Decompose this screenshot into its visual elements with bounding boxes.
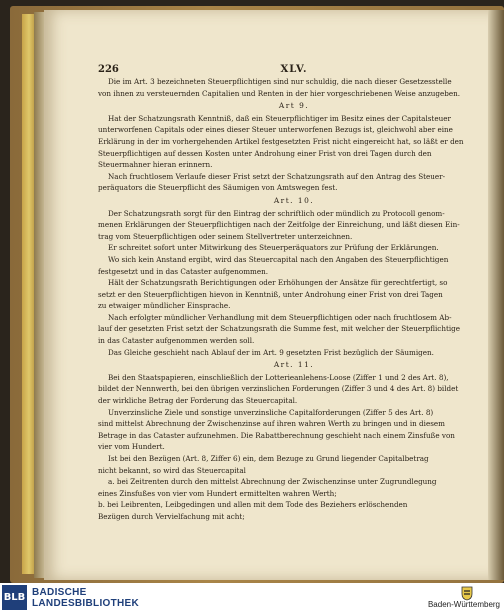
text-line: Die im Art. 3 bezeichneten Steuerpflichtigen sind nur schuldig, die nach dieser Gesetzesstelle	[108, 77, 452, 86]
text-line: Steuermahner hieran erinnern.	[98, 160, 213, 170]
text-line: bildet der Nennwerth, bei den übrigen verzinslichen Forderungen (Ziffer 3 und 4 des Art. 8) bildet	[98, 384, 459, 394]
article-heading: Art. 11.	[273, 360, 315, 370]
text-line: Erklärung in der im vorhergehenden Artikel festgesetzten Frist nicht eingereicht hat, so läßt er den	[98, 136, 464, 146]
text-line: Der Schatzungsrath sorgt für den Eintrag der schriftlich oder mündlich zu Protocoll genom-	[108, 208, 445, 218]
running-title: XLV.	[280, 64, 308, 75]
text-line: festgesetzt und in das Cataster aufgenommen.	[98, 266, 269, 276]
article-heading: Art. 10.	[273, 195, 315, 205]
text-line: nicht bekannt, so wird das Steuercapital	[98, 465, 246, 475]
text-line: Er schreitet sofort unter Mitwirkung des Steuerperäquators zur Prüfung der Erklärungen.	[108, 243, 439, 253]
library-name-line2: LANDESBIBLIOTHEK	[32, 598, 140, 609]
coat-of-arms-icon	[460, 585, 474, 601]
text-line: a. bei Zeitrenten durch den mittelst Abrechnung der Zwischenzinse unter Zugrundlegung	[108, 477, 437, 487]
text-line: lauf der gesetzten Frist setzt der Schatzungsrath die Summe fest, mit welcher der Steuerpflichtige	[98, 324, 461, 334]
text-line: trag vom Steuerpflichtigen oder seinem Stellvertreter unterzeichnen.	[98, 231, 353, 241]
page-body-text	[98, 76, 490, 523]
text-line: Das Gleiche geschieht nach Ablauf der im Art. 9 gesetzten Frist bezüglich der Säumigen.	[108, 347, 434, 357]
text-line: menen Erklärungen der Steuerpflichtigen nach der Zeitfolge der Einreichung, und läßt diesen Ein-	[98, 220, 460, 230]
text-line: Nach fruchtlosem Verlaufe dieser Frist setzt der Schatzungsrath auf den Antrag des Steuer-	[108, 171, 446, 181]
article-heading: Art 9.	[278, 101, 310, 111]
text-line: Steuerpflichtigen auf dessen Kosten unter Androhung einer Frist von drei Tagen durch den	[98, 148, 432, 158]
text-line: der wirkliche Betrag der Forderung das Steuercapital.	[98, 396, 298, 406]
text-line: Hat der Schatzungsrath Kenntniß, daß ein Steuerpflichtiger im Besitz eines der Capitalsteuer	[108, 113, 451, 123]
text-line: Wo sich kein Anstand ergibt, wird das Steuercapital nach den Angaben des Steuerpflichtigen	[108, 254, 449, 264]
text-line: von ihnen zu versteuernden Capitalien und Renten in der hier vorgeschriebenen Weise anzugeben.	[98, 88, 461, 98]
page-number: 226	[98, 64, 119, 75]
page-right-edge	[488, 10, 504, 580]
library-logo[interactable]: BLB	[2, 585, 27, 610]
text-line: Bei den Staatspapieren, einschließlich der Lotterieanlehens-Loose (Ziffer 1 und 2 des Art. 8),	[108, 372, 449, 382]
library-footer-bar	[0, 583, 504, 612]
text-line: setzt er den Steuerpflichtigen hievon in Kenntniß, unter Androhung einer Frist von drei Tagen	[98, 289, 443, 299]
text-line: eines Zinsfußes von vier vom Hundert ermittelten wahren Werth;	[98, 488, 337, 498]
partner-name[interactable]: Baden-Württemberg	[427, 600, 500, 609]
text-line: Nach erfolgter mündlicher Verhandlung mit dem Steuerpflichtigen oder nach fruchtlosem Ab-	[108, 312, 452, 322]
text-line: Bezügen durch Vervielfachung mit acht;	[98, 511, 245, 521]
text-line: b. bei Leibrenten, Leibgedingen und allen mit dem Tode des Beziehers erlöschenden	[98, 500, 408, 510]
scanned-page	[44, 10, 494, 580]
text-line: in das Cataster aufgenommen werden soll.	[98, 336, 255, 346]
text-line: Betrage in das Cataster aufzunehmen. Die Rabattberechnung geschieht nach einem Zinsfuße von	[98, 430, 455, 440]
text-line: zu etwaiger mündlicher Einsprache.	[98, 301, 231, 311]
text-line: peräquators die Steuerpflicht des Säumigen von Amtswegen fest.	[98, 183, 338, 193]
text-line: Hält der Schatzungsrath Berichtigungen oder Erhöhungen der Ansätze für gerechtfertigt, so	[108, 278, 448, 288]
library-name-line1: BADISCHE	[32, 587, 87, 598]
text-line: Ist bei den Bezügen (Art. 8, Ziffer 6) ein, dem Bezuge zu Grund liegender Capitalbetrag	[108, 454, 429, 463]
text-line: Unverzinsliche Ziele und sonstige unverzinsliche Capitalforderungen (Ziffer 5 des Art. 8)	[108, 407, 434, 417]
library-name[interactable]	[32, 587, 139, 609]
text-line: vier vom Hundert.	[98, 442, 165, 452]
text-line: sind mittelst Abrechnung der Zwischenzinse auf ihren wahren Werth zu bringen und in diesem	[98, 419, 445, 429]
text-line: unterworfenen Capitals oder eines dieser Steuer unterworfenen Bezugs ist, gleichwohl aber eine	[98, 125, 453, 135]
